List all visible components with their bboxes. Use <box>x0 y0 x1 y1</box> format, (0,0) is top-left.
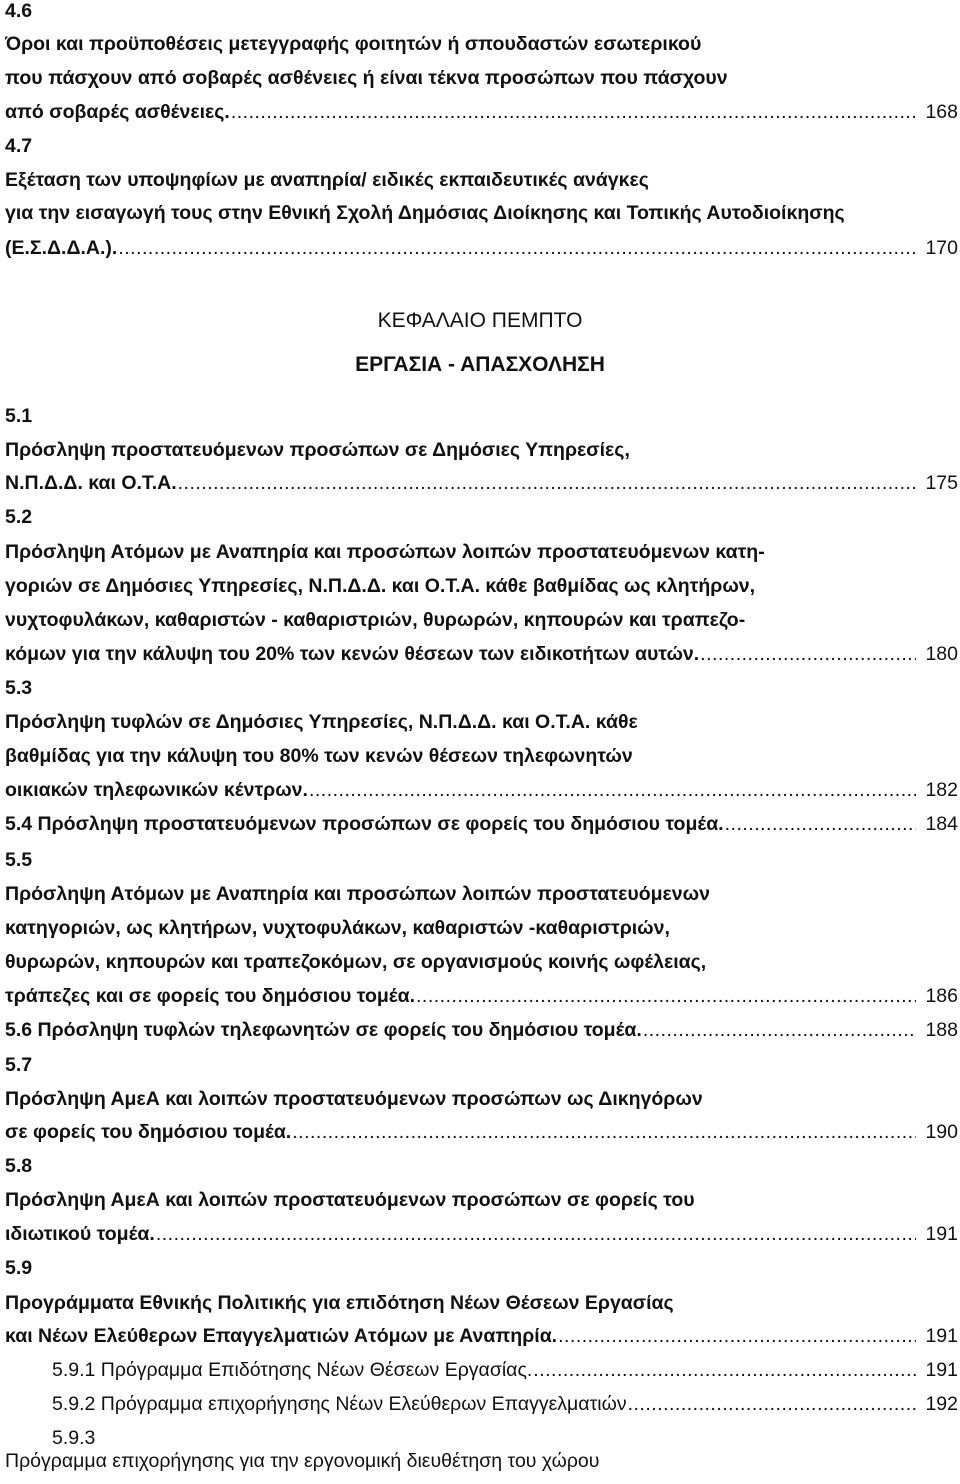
leader-dots <box>156 1223 916 1246</box>
page-number: 184 <box>925 813 958 835</box>
toc-entry-text: Πρόγραμμα επιχορήγησης για την εργονομική διευθέτηση του χώρου <box>5 1450 600 1472</box>
toc-entry-text: για την εισαγωγή τους στην Εθνική Σχολή Δημόσιας Διοίκησης και Τοπικής Αυτοδιοίκησης <box>5 202 845 224</box>
leader-dots <box>533 1359 916 1382</box>
toc-entry-text: τράπεζες και σε φορείς του δημόσιου τομέα. <box>5 985 416 1007</box>
page-number: 192 <box>925 1393 958 1415</box>
toc-entry-text: κατηγοριών, ως κλητήρων, νυχτοφυλάκων, καθαριστών -καθαριστριών, <box>5 917 670 939</box>
toc-entry-5-8[interactable] <box>5 1223 960 1257</box>
leader-dots <box>643 1019 916 1042</box>
leader-dots <box>700 643 916 666</box>
page-number: 188 <box>925 1019 958 1041</box>
toc-entry-number: 4.7 <box>5 135 33 157</box>
toc-entry-text: Όροι και προϋποθέσεις μετεγγραφής φοιτητών ή σπουδαστών εσωτερικού <box>5 33 702 55</box>
toc-entry-number: 5.3 <box>5 677 33 699</box>
toc-entry-text: Εξέταση των υποψηφίων με αναπηρία/ ειδικές εκπαιδευτικές ανάγκες <box>5 169 649 191</box>
leader-dots <box>309 779 916 802</box>
page-number: 186 <box>925 985 958 1007</box>
toc-entry-5-4[interactable] <box>5 813 960 847</box>
toc-entry-text: Πρόσληψη Ατόμων με Αναπηρία και προσώπων λοιπών προστατευόμενων κατη- <box>5 541 765 563</box>
leader-dots <box>725 813 916 836</box>
toc-entry-number: 5.1 <box>5 405 33 427</box>
toc-entry-5-9-1[interactable] <box>52 1359 960 1393</box>
toc-entry-5-7[interactable] <box>5 1121 960 1155</box>
leader-dots <box>628 1393 916 1416</box>
page-number: 182 <box>925 779 958 801</box>
page-number: 170 <box>925 237 958 259</box>
toc-entry-number: 5.5 <box>5 849 33 871</box>
toc-entry-5-9[interactable] <box>5 1325 960 1359</box>
toc-entry-text: θυρωρών, κηπουρών και τραπεζοκόμων, σε οργανισμούς κοινής ωφέλειας, <box>5 951 707 973</box>
toc-entry-text: κόμων για την κάλυψη του 20% των κενών θέσεων των ειδικοτήτων αυτών. <box>5 643 700 665</box>
toc-entry-text: που πάσχουν από σοβαρές ασθένειες ή είναι τέκνα προσώπων που πάσχουν <box>5 67 728 89</box>
toc-entry-5-3[interactable] <box>5 779 960 813</box>
page-number: 191 <box>925 1325 958 1347</box>
toc-entry-5-6[interactable] <box>5 1019 960 1053</box>
leader-dots <box>558 1325 916 1348</box>
page-number: 175 <box>925 472 958 494</box>
toc-entry-number: 5.7 <box>5 1054 33 1076</box>
toc-entry-5-1[interactable] <box>5 472 960 506</box>
page-number: 191 <box>925 1359 958 1381</box>
toc-entry-text: βαθμίδας για την κάλυψη του 80% των κενών θέσεων τηλεφωνητών <box>5 745 633 767</box>
page-number: 191 <box>925 1223 958 1245</box>
toc-entry-5-2[interactable] <box>5 643 960 677</box>
toc-entry-5-9-2[interactable] <box>52 1393 960 1427</box>
toc-entry-number: 5.2 <box>5 506 33 528</box>
toc-entry-4-7[interactable] <box>5 237 960 271</box>
toc-entry-text: Πρόσληψη Ατόμων με Αναπηρία και προσώπων λοιπών προστατευόμενων <box>5 883 710 905</box>
toc-entry-text: Πρόσληψη προστατευόμενων προσώπων σε Δημόσιες Υπηρεσίες, <box>5 439 630 461</box>
toc-entry-text: ιδιωτικού τομέα. <box>5 1223 155 1245</box>
page-number: 180 <box>925 643 958 665</box>
leader-dots <box>178 472 916 495</box>
leader-dots <box>118 237 916 260</box>
toc-entry-text: (Ε.Σ.Δ.Δ.Α.). <box>5 237 118 259</box>
chapter-label: ΚΕΦΑΛΑΙΟ ΠΕΜΠΤΟ <box>377 309 583 332</box>
toc-entry-text: Πρόσληψη ΑμεΑ και λοιπών προστατευόμενων προσώπων σε φορείς του <box>5 1189 695 1211</box>
toc-entry-text: 5.9.2 Πρόγραμμα επιχορήγησης Νέων Ελεύθερων Επαγγελματιών <box>52 1393 627 1415</box>
page-number: 190 <box>925 1121 958 1143</box>
toc-entry-text: Ν.Π.Δ.Δ. και Ο.Τ.Α. <box>5 472 177 494</box>
toc-entry-text: από σοβαρές ασθένειες. <box>5 101 230 123</box>
toc-entry-number: 5.9.3 <box>52 1427 96 1449</box>
toc-entry-number: 5.8 <box>5 1155 33 1177</box>
leader-dots <box>416 985 916 1008</box>
toc-entry-number: 5.9 <box>5 1257 33 1279</box>
toc-entry-5-5[interactable] <box>5 985 960 1019</box>
leader-dots <box>292 1121 916 1144</box>
toc-entry-text: Προγράμματα Εθνικής Πολιτικής για επιδότηση Νέων Θέσεων Εργασίας <box>5 1292 674 1314</box>
toc-entry-text: 5.6 Πρόσληψη τυφλών τηλεφωνητών σε φορείς του δημόσιου τομέα. <box>5 1019 642 1041</box>
page-number: 168 <box>925 101 958 123</box>
toc-entry-text: σε φορείς του δημόσιου τομέα. <box>5 1121 292 1143</box>
toc-entry-number: 4.6 <box>5 0 33 22</box>
toc-entry-text: 5.4 Πρόσληψη προστατευόμενων προσώπων σε φορείς του δημόσιου τομέα. <box>5 813 724 835</box>
chapter-title: ΕΡΓΑΣΙΑ - ΑΠΑΣΧΟΛΗΣΗ <box>355 353 605 376</box>
toc-entry-text: νυχτοφυλάκων, καθαριστών - καθαριστριών, θυρωρών, κηπουρών και τραπεζο- <box>5 609 746 631</box>
toc-entry-4-6[interactable] <box>5 101 960 135</box>
toc-entry-text: Πρόσληψη ΑμεΑ και λοιπών προστατευόμενων προσώπων ως Δικηγόρων <box>5 1088 703 1110</box>
toc-entry-text: και Νέων Ελεύθερων Επαγγελματιών Ατόμων με Αναπηρία. <box>5 1325 558 1347</box>
toc-entry-text: 5.9.1 Πρόγραμμα Επιδότησης Νέων Θέσεων Εργασίας. <box>52 1359 533 1381</box>
toc-entry-text: Πρόσληψη τυφλών σε Δημόσιες Υπηρεσίες, Ν.Π.Δ.Δ. και Ο.Τ.Α. κάθε <box>5 711 638 733</box>
toc-entry-text: οικιακών τηλεφωνικών κέντρων. <box>5 779 308 801</box>
leader-dots <box>231 101 916 124</box>
toc-entry-text: γοριών σε Δημόσιες Υπηρεσίες, Ν.Π.Δ.Δ. και Ο.Τ.Α. κάθε βαθμίδας ως κλητήρων, <box>5 575 756 597</box>
